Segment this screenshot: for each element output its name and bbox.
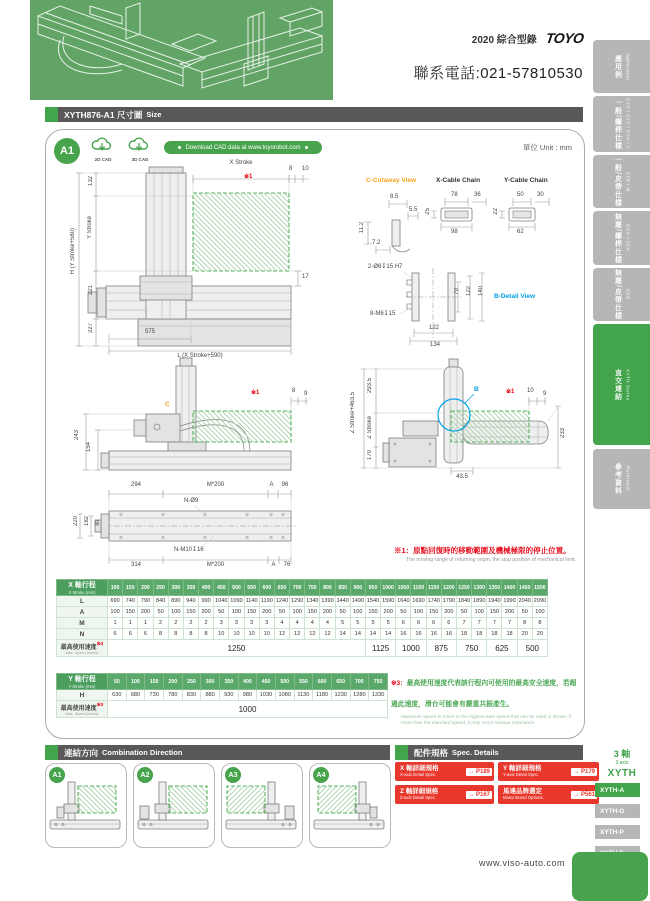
x-chain-36: 36	[474, 192, 481, 198]
b-detail-140: 140	[478, 286, 484, 297]
spec-label-zh: X 軸詳細規格	[400, 764, 439, 772]
b-flag: B	[474, 386, 479, 393]
dim-10: 10	[302, 166, 309, 172]
motor-brand-button[interactable]	[498, 785, 599, 804]
dim-a-bottom: A	[271, 562, 276, 568]
dim-182: 182	[84, 516, 90, 527]
dim-7-2: 7.2	[372, 240, 381, 246]
spec-label-en: X-axis Detail Spec.	[400, 771, 437, 777]
tab-label-zh: 參考資料	[614, 463, 622, 495]
tab-label-en: XYTH Series	[625, 368, 631, 401]
dim-17: 17	[302, 274, 309, 280]
page-ref-badge: → P167	[468, 791, 490, 798]
page-ref-badge: → P189	[468, 768, 490, 775]
sidebar-tab-gch-ech[interactable]	[593, 211, 650, 265]
note1-flag-z: ※1	[506, 389, 515, 395]
dim-314: 314	[130, 562, 141, 568]
x-chain-78: 78	[451, 192, 458, 198]
dim-96: 96	[281, 482, 289, 488]
note1-text	[394, 545, 580, 556]
size-title-zh: XYTH876-A1 尺寸圖	[64, 109, 143, 120]
side-elevation	[83, 358, 308, 470]
dim-76: 76	[283, 562, 291, 568]
spec-label-zh: 馬達品牌選定	[503, 787, 542, 795]
z-axis-spec-button[interactable]	[395, 785, 494, 804]
page-ref-badge: → P561	[573, 791, 595, 798]
y-stroke-table: Y 軸行程 Y Stroke (mm) 50 100 150 200 250 300 350 400 450 500 550 600 650 700 750 H 630 680 730 780 830 880 930 980 1030 1080 1130 1180 1230 1280 1330 最高使用速度$^{※3}$ Max. Speed (mm/s) 1000	[56, 673, 388, 718]
b-detail-134: 134	[429, 342, 440, 348]
section-bullet	[45, 107, 58, 122]
note1-flag-side: ※1	[251, 390, 260, 396]
cad-3d-label: 3D CAD	[131, 157, 149, 162]
size-drawing-panel	[45, 129, 585, 739]
dim-x-stroke: X Stroke	[229, 160, 253, 166]
combination-mini-drawing	[311, 776, 387, 832]
x-axis-spec-button[interactable]	[395, 762, 494, 781]
unit-label: 單位 Unit : mm	[522, 143, 572, 152]
sidebar-tab-ecb[interactable]	[593, 268, 650, 321]
website-footer: www.viso-auto.com	[478, 858, 565, 868]
tab-label-zh: 無塵/皮帶仕樣	[614, 269, 622, 320]
y-chain-30: 30	[537, 192, 544, 198]
c-cutaway-title: C-Cutaway View	[366, 177, 417, 184]
toyo-logo: TOYO	[544, 30, 585, 46]
gantry-illustration	[30, 0, 333, 100]
model-tab-xyth-a[interactable]: XYTH-A	[595, 783, 640, 797]
card-badge: A2	[137, 767, 153, 783]
gantry-wireframe	[30, 0, 333, 100]
y-chain-62: 62	[517, 229, 524, 235]
card-badge: A3	[225, 767, 241, 783]
tab-label-en: Reference	[625, 466, 631, 492]
page-ref-badge: → P179	[573, 768, 595, 775]
note1-zh: 原點回復時的移動範圍及機械極限的停止位置。	[413, 546, 571, 555]
y-chain-50: 50	[517, 192, 524, 198]
catalog-title	[472, 30, 583, 46]
sidebar-tab-application[interactable]	[593, 40, 650, 93]
tab-label-zh: 一般/螺桿仕樣	[614, 98, 622, 150]
b-detail-122b: 122	[428, 325, 439, 331]
sidebar-tab-xyth-series[interactable]	[593, 324, 650, 445]
dim-l-formula: L (X Stroke+590)	[177, 353, 223, 359]
sidebar-tab-gth-gty-eth-y[interactable]	[593, 96, 650, 152]
dim-m200-top: M*200	[206, 482, 225, 488]
front-elevation	[76, 167, 309, 355]
y-cable-chain-sketch	[499, 198, 549, 231]
spec-title-zh: 配件規格	[414, 747, 449, 758]
catalog-label: 綜合型錄	[496, 35, 537, 46]
card-badge: A4	[313, 767, 329, 783]
axis-count-en: 3 axis	[615, 760, 629, 766]
label-n-taps: N-M10↧16	[174, 547, 204, 553]
spec-title-en: Spec. Details	[452, 748, 499, 757]
y-chain-title: Y-Cable Chain	[504, 177, 548, 184]
tab-label-zh: 直交連結	[614, 368, 622, 401]
combination-mini-drawing	[223, 776, 299, 832]
dim-294: 294	[130, 482, 141, 488]
x-chain-title: X-Cable Chain	[436, 177, 481, 184]
spec-label-en: Z-axis Detail Spec.	[400, 794, 437, 800]
model-tab-xyth-p[interactable]: XYTH-P	[595, 825, 640, 839]
dim-80: 80	[95, 520, 101, 526]
dim-43-5: 43.5	[456, 474, 468, 480]
section-bullet	[45, 745, 58, 760]
section-bullet	[395, 745, 408, 760]
combination-card-a1[interactable]	[45, 763, 127, 848]
spec-section-bar	[395, 745, 583, 760]
dim-z-stroke: Z Stroke	[367, 416, 373, 439]
dim-575: 575	[144, 329, 155, 335]
footer-green-block	[572, 852, 648, 901]
combination-section-bar	[45, 745, 390, 760]
combination-title-en: Combination Direction	[102, 748, 183, 757]
variant-badge: A1	[54, 138, 80, 164]
dim-m200-bottom: M*200	[206, 562, 225, 568]
note1-flag: ※1	[244, 174, 253, 180]
note3-mark: ※3：	[391, 680, 407, 687]
dim-5-5: 5.5	[409, 207, 418, 213]
axis-count-zh: 3 軸	[613, 749, 631, 759]
contact-phone: 聯系電話:021-57810530	[413, 65, 583, 82]
sidebar-tab-etb-m[interactable]	[593, 155, 650, 208]
size-title-en: Size	[146, 110, 162, 119]
dim-293-5: 293.5	[367, 378, 373, 394]
x-cable-chain-sketch	[431, 198, 486, 231]
tab-label-en: ETB / M	[625, 171, 631, 192]
z-axis-view	[361, 359, 561, 475]
dim-243: 243	[74, 430, 80, 441]
b-detail-tap: 8-M6↧15	[370, 311, 396, 317]
spec-label-zh: Y 軸詳細規格	[503, 764, 542, 772]
combination-mini-drawing	[135, 776, 211, 832]
dim-170: 170	[367, 450, 373, 461]
combination-card-a4[interactable]	[309, 763, 391, 848]
note1-mark: ※1：	[394, 546, 414, 555]
catalog-year: 2020	[471, 35, 495, 46]
sidebar-tab-reference[interactable]	[593, 449, 650, 509]
note3-text	[391, 671, 581, 727]
tab-label-zh: 一般/皮帶仕樣	[614, 156, 622, 207]
dim-154: 154	[86, 442, 92, 453]
spec-label-en: Y-axis Detail Spec.	[503, 771, 539, 777]
tab-label-zh: 無塵/螺桿仕樣	[614, 212, 622, 264]
note3-zh: 最高使用速度代表該行程內可使用的最高安全速度，若超過此速度，滑台可能會有嚴重共振產生。	[391, 680, 577, 708]
label-n-holes: N-Ø9	[184, 498, 199, 504]
x-chain-98: 98	[451, 229, 458, 235]
dim-9-side: 9	[304, 391, 308, 397]
b-detail-hole: 2-Ø6↧15 H7	[368, 264, 403, 270]
combination-title-zh: 連結方向	[64, 747, 99, 758]
dim-132: 132	[88, 176, 94, 187]
dim-8-5: 8.5	[390, 194, 399, 200]
tab-label-en: GTH / GTY / ETH / Y	[625, 98, 631, 150]
dim-z-formula: Z Stroke+463.5	[350, 392, 356, 434]
dim-a-top: A	[269, 482, 274, 488]
model-tab-xyth-g[interactable]: XYTH-G	[595, 804, 640, 818]
dim-8-side: 8	[292, 388, 296, 394]
x-stroke-table: X 軸行程 X Stroke (mm) 100 150 200 250 300 350 400 450 500 550 600 650 700 750 800 850 900 950 1000 1050 1100 1150 1200 1250 1300 1350 1400 1450 1500 L 690 740 790 840 890 940 990 1040 1090 1140 1190 1240 1290 1340 1390 1440 1490 1540 1590 1640 1690 1740 1790 1840 1890 1940 1990 2040 2090 A 100 150 200 50 100 150 200 50 100 150 200 50 100 150 200 50 100 150 200 50 100 150 200 50 100 150 200 50 100 M 1 1 1 2 2 2 2 3 3 3 3 4 4 4 4 5 5 5 5 6 6 6 6 7 7 7 7 8 8 N 6 6 6 8 8 8 8 10 10 10 10 12 12 12 12 14 14 14 14 16 16 16 16 18 18 18 18 20 20 最高使用速度$^{※3}$ Max. Speed (mm/s) 1250 1125 1000 875 750 625 500	[56, 579, 548, 657]
download-cad-pill[interactable]: Download CAD data at www.toyorobot.com	[164, 141, 322, 154]
cad-2d-label: 2D CAD	[94, 157, 112, 162]
size-section-bar	[45, 107, 583, 122]
dim-221: 221	[88, 285, 94, 296]
series-heading	[600, 747, 644, 779]
b-detail-122: 122	[466, 286, 472, 297]
combination-card-a3[interactable]	[221, 763, 303, 848]
b-detail-70: 70	[454, 288, 460, 295]
combination-mini-drawing	[47, 776, 123, 832]
dim-h-formula: H (Y Stroke+580)	[70, 228, 76, 275]
spec-label-en: Motor Brand Options.	[503, 794, 544, 800]
dim-227: 227	[88, 323, 94, 334]
b-detail-title: B-Detail View	[494, 293, 536, 300]
dim-8: 8	[289, 166, 293, 172]
dim-9-z: 9	[543, 391, 547, 397]
note3-en: Maximum speed is refers to the highest safe speed that can be used in stroke, if more than the standard speed, it may occur serious resonance.	[401, 714, 571, 726]
tab-label-en: GCH / ECH	[625, 224, 631, 252]
c-flag: C	[165, 401, 170, 408]
dim-10-z: 10	[527, 388, 534, 394]
y-chain-22: 22	[493, 208, 499, 215]
combination-card-a2[interactable]	[133, 763, 215, 848]
dim-233: 233	[560, 428, 566, 439]
note1-text-en: The moving range of returning origin, the stop position of mechanical limit.	[406, 557, 576, 563]
tab-label-zh: 應用例	[614, 54, 622, 79]
tab-label-en: ECB	[625, 289, 631, 300]
b-detail-sketch	[400, 268, 485, 345]
dim-220: 220	[73, 516, 79, 527]
series-name: XYTH	[607, 768, 637, 779]
x-chain-25: 25	[425, 208, 431, 215]
card-badge: A1	[49, 767, 65, 783]
dim-11-2: 11.2	[359, 222, 365, 234]
spec-label-zh: Z 軸詳細規格	[400, 787, 439, 795]
y-axis-spec-button[interactable]	[498, 762, 599, 781]
dim-y-stroke: Y Stroke	[87, 216, 93, 239]
tab-label-en: Application	[625, 52, 631, 81]
